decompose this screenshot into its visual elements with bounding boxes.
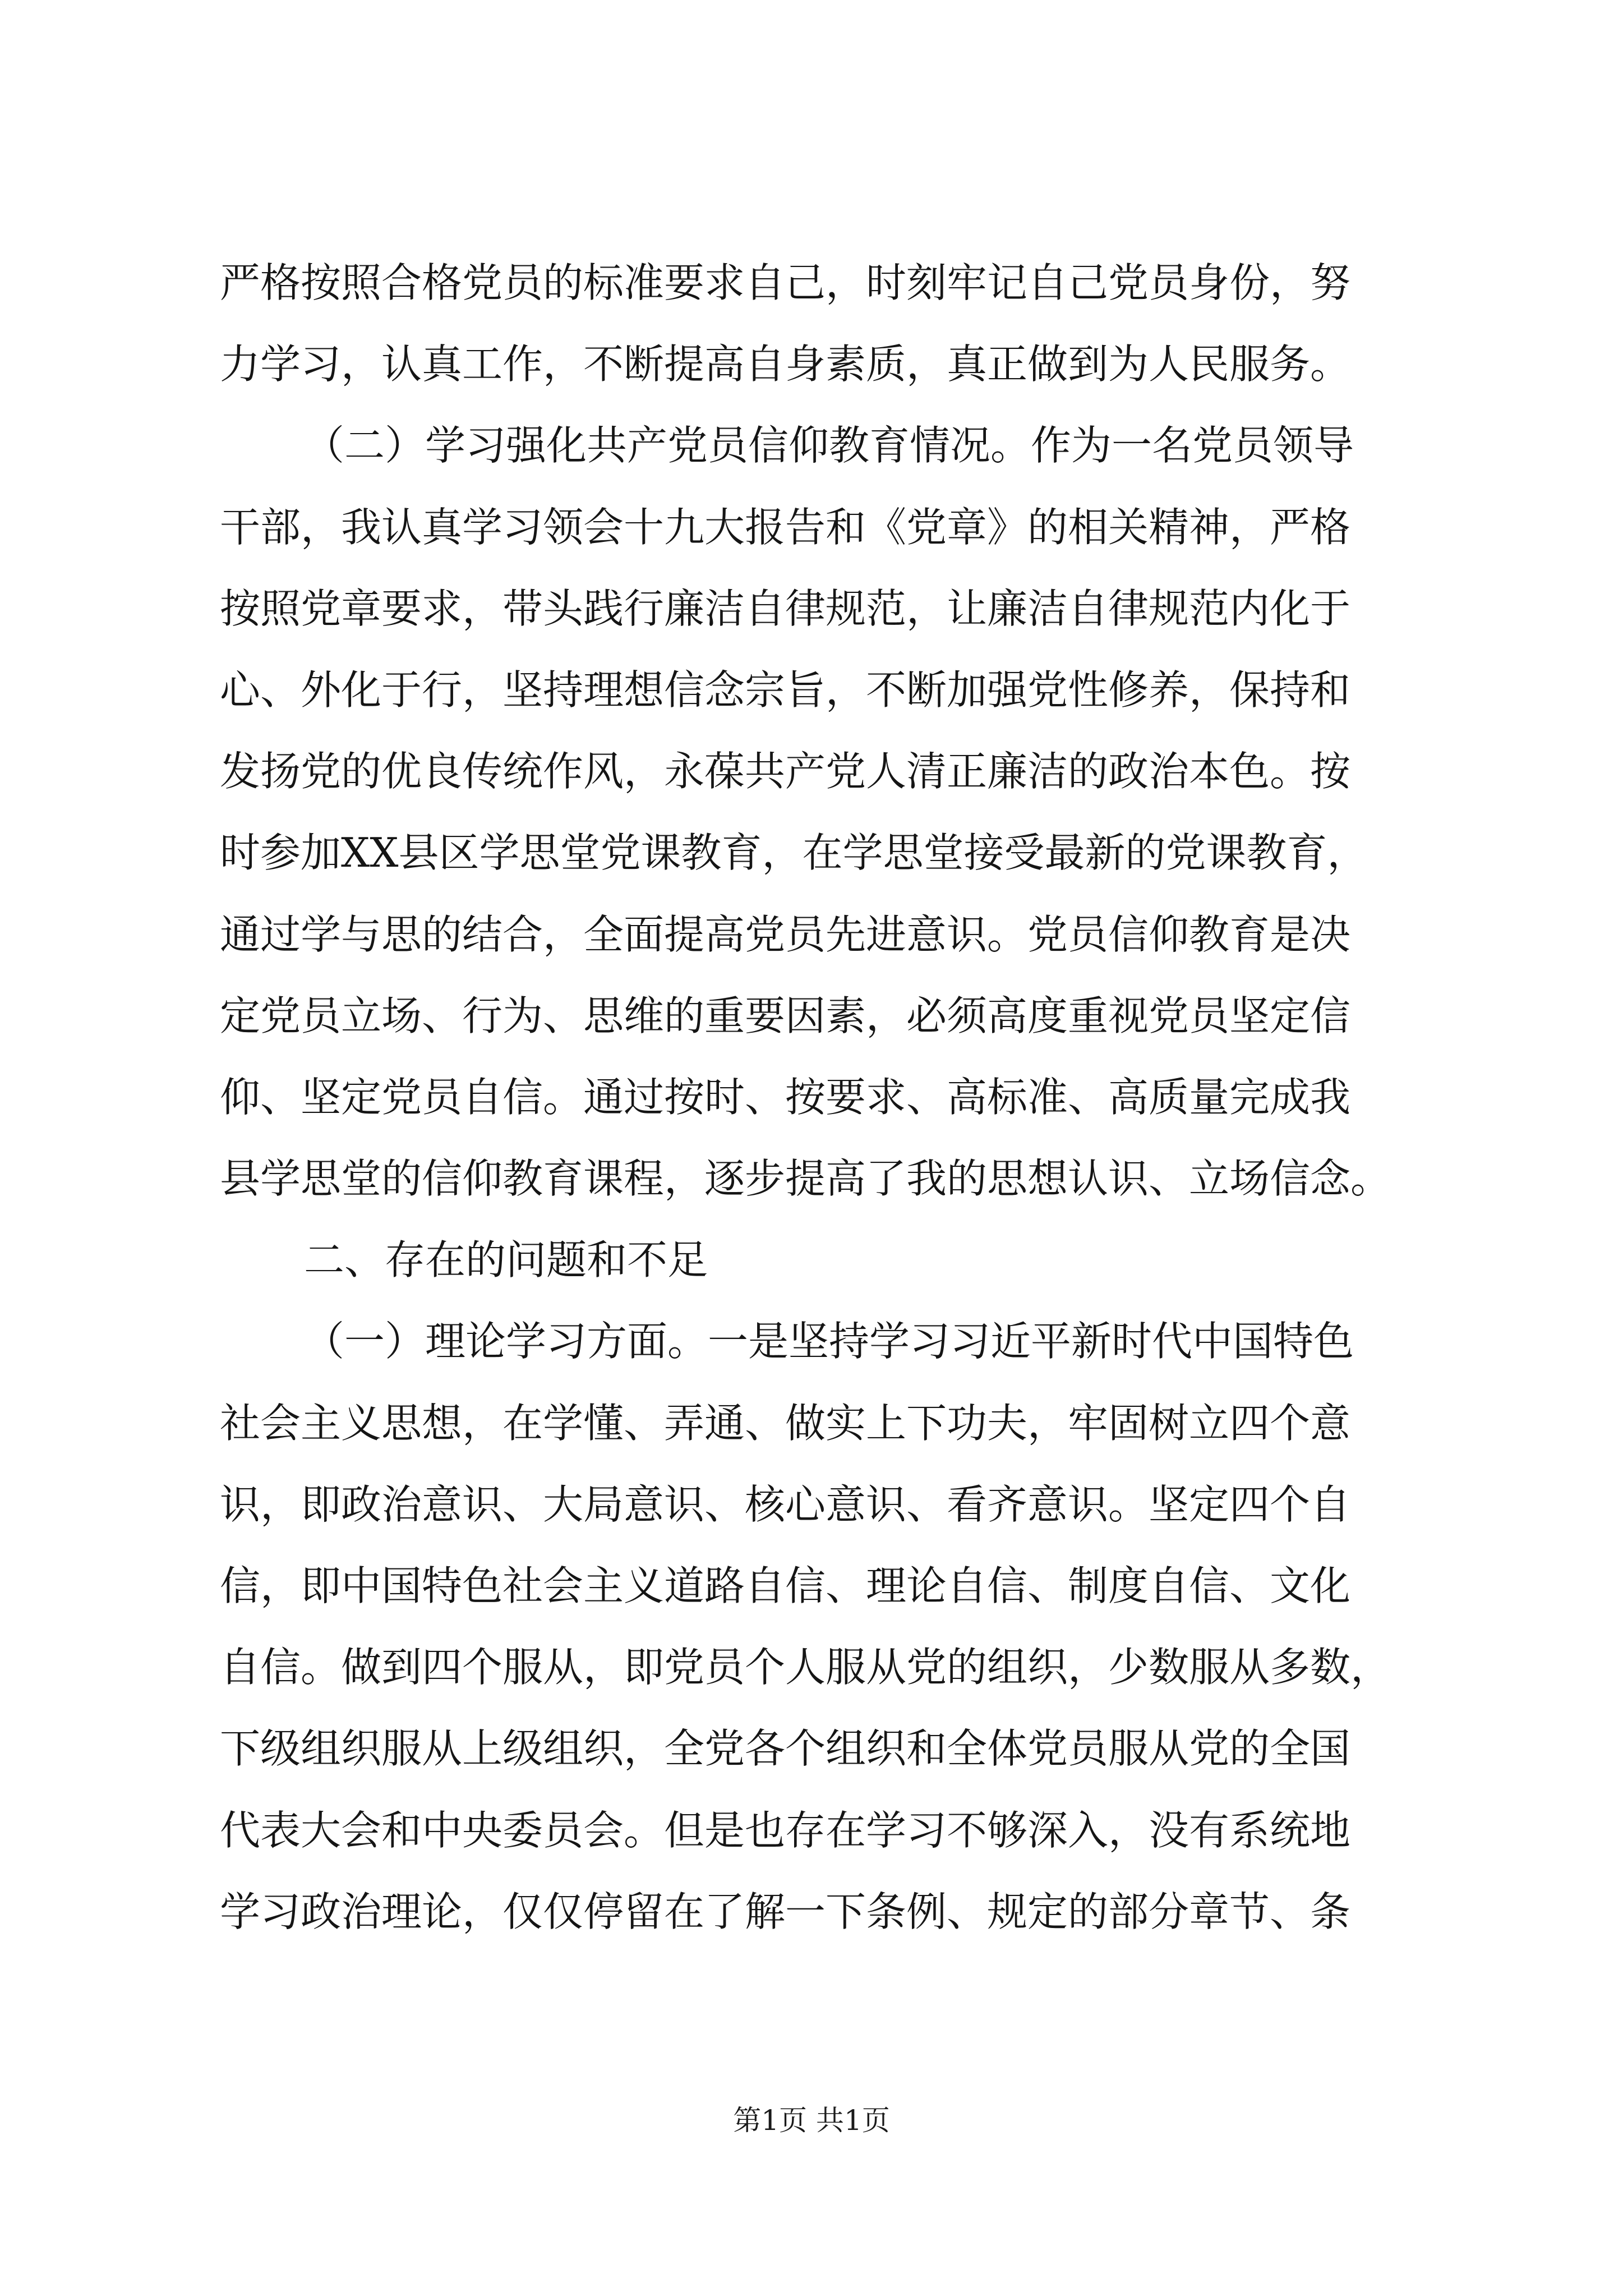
text-line: 社会主义思想，在学懂、弄通、做实上下功夫，牢固树立四个意 [220,1399,1351,1447]
paragraph-start-line: （二）学习强化共产党员信仰教育情况。作为一名党员领导 [304,422,1354,470]
text-line: 下级组织服从上级组织，全党各个组织和全体党员服从党的全国 [220,1725,1351,1773]
text-line: 力学习，认真工作，不断提高自身素质，真正做到为人民服务。 [220,341,1351,388]
text-line: 按照党章要求，带头践行廉洁自律规范，让廉洁自律规范内化于 [220,585,1351,632]
text-line: 定党员立场、行为、思维的重要因素，必须高度重视党员坚定信 [220,992,1351,1039]
text-line: 时参加XX县区学思堂党课教育，在学思堂接受最新的党课教育， [220,829,1368,877]
text-line: 心、外化于行，坚持理想信念宗旨，不断加强党性修养，保持和 [220,666,1351,714]
text-line: 干部，我认真学习领会十九大报告和《党章》的相关精神，严格 [220,503,1351,551]
page-number-footer: 第1页 共1页 [733,2104,890,2137]
text-line: 代表大会和中央委员会。但是也存在学习不够深入，没有系统地 [220,1806,1351,1854]
body-text [220,242,1414,1953]
text-line: 通过学与思的结合，全面提高党员先进意识。党员信仰教育是决 [220,910,1351,958]
text-line: 信，即中国特色社会主义道路自信、理论自信、制度自信、文化 [220,1562,1351,1609]
paragraph-start-line: （一）理论学习方面。一是坚持学习习近平新时代中国特色 [304,1318,1354,1365]
text-line: 自信。做到四个服从，即党员个人服从党的组织，少数服从多数， [220,1644,1391,1691]
section-heading: 二、存在的问题和不足 [304,1236,708,1284]
text-line: 县学思堂的信仰教育课程，逐步提高了我的思想认识、立场信念。 [220,1155,1391,1203]
text-line: 发扬党的优良传统作风，永葆共产党人清正廉洁的政治本色。按 [220,748,1351,795]
text-line: 仰、坚定党员自信。通过按时、按要求、高标准、高质量完成我 [220,1073,1351,1121]
text-line: 学习政治理论，仅仅停留在了解一下条例、规定的部分章节、条 [220,1888,1351,1935]
text-line: 严格按照合格党员的标准要求自己，时刻牢记自己党员身份，努 [220,259,1351,306]
text-line: 识，即政治意识、大局意识、核心意识、看齐意识。坚定四个自 [220,1480,1351,1528]
